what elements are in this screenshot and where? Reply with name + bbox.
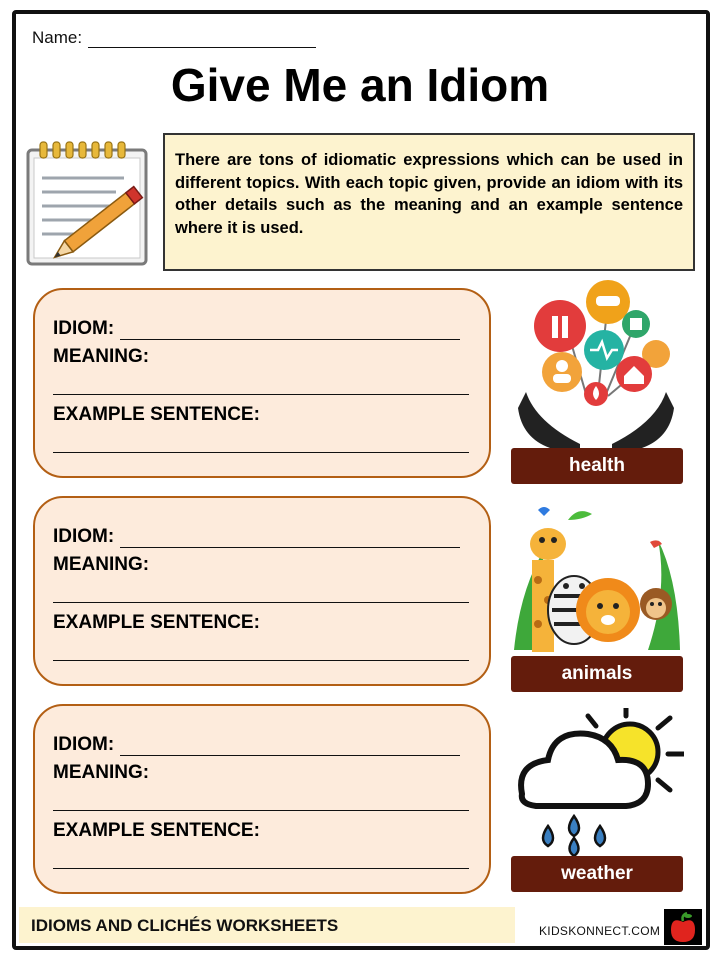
topic-label-weather: weather bbox=[511, 856, 683, 892]
name-blank[interactable] bbox=[88, 31, 316, 48]
apple-icon bbox=[664, 909, 702, 945]
footer-series: IDIOMS AND CLICHÉS WORKSHEETS bbox=[31, 916, 339, 935]
idiom-label: IDIOM: bbox=[53, 318, 115, 339]
meaning-label: MEANING: bbox=[53, 554, 150, 575]
brand-text: KIDSKONNECT.COM bbox=[539, 924, 661, 938]
example-blank[interactable] bbox=[53, 452, 469, 453]
meaning-label: MEANING: bbox=[53, 346, 150, 367]
meaning-blank[interactable] bbox=[53, 394, 469, 395]
example-label: EXAMPLE SENTENCE: bbox=[53, 612, 260, 633]
topic-label-health: health bbox=[511, 448, 683, 484]
example-label: EXAMPLE SENTENCE: bbox=[53, 404, 260, 425]
animals-jungle-icon bbox=[508, 500, 684, 656]
meaning-label: MEANING: bbox=[53, 762, 150, 783]
idiom-blank[interactable] bbox=[120, 529, 460, 548]
instructions-box: There are tons of idiomatic expressions which can be used in different topics. With each topic given, provide an idiom with its other details such as the meaning and an example sentence where it is used. bbox=[163, 133, 695, 271]
meaning-blank[interactable] bbox=[53, 810, 469, 811]
page-title: Give Me an Idiom bbox=[170, 59, 550, 111]
idiom-row bbox=[53, 734, 460, 756]
example-blank[interactable] bbox=[53, 660, 469, 661]
example-label: EXAMPLE SENTENCE: bbox=[53, 820, 260, 841]
topic-label-animals: animals bbox=[511, 656, 683, 692]
idiom-card-3 bbox=[33, 704, 491, 894]
weather-cloud-sun-rain-icon bbox=[508, 708, 684, 858]
apple-logo bbox=[664, 909, 702, 945]
health-icons-hands-icon bbox=[508, 276, 684, 448]
meaning-blank[interactable] bbox=[53, 602, 469, 603]
idiom-row bbox=[53, 526, 460, 548]
idiom-blank[interactable] bbox=[120, 321, 460, 340]
idiom-blank[interactable] bbox=[120, 737, 460, 756]
idiom-row bbox=[53, 318, 460, 340]
example-blank[interactable] bbox=[53, 868, 469, 869]
idiom-label: IDIOM: bbox=[53, 526, 115, 547]
idiom-card-1 bbox=[33, 288, 491, 478]
notepad-pencil-icon bbox=[24, 140, 156, 268]
name-label: Name: bbox=[32, 28, 83, 47]
name-field[interactable] bbox=[32, 28, 316, 48]
idiom-card-2 bbox=[33, 496, 491, 686]
idiom-label: IDIOM: bbox=[53, 734, 115, 755]
